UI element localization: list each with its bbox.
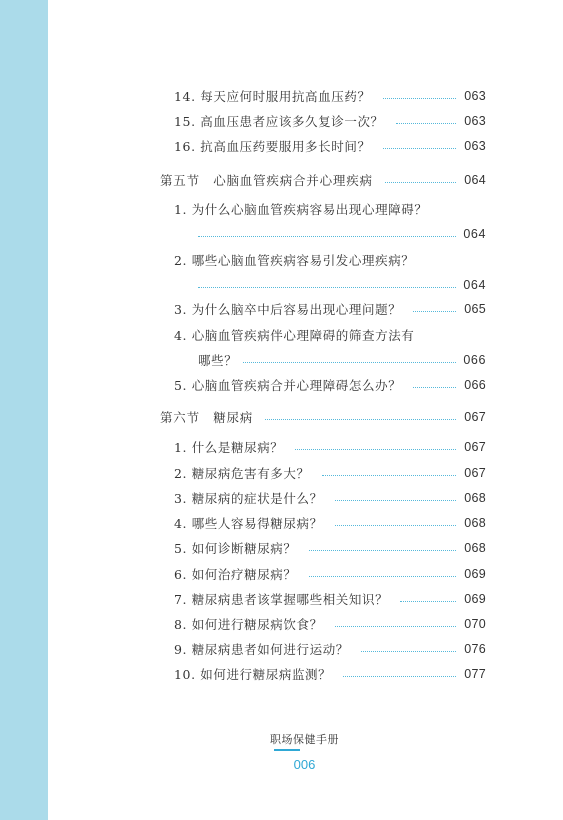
leader-dots: [265, 419, 456, 420]
toc-entry[interactable]: [174, 588, 486, 610]
toc-entry-page: 076: [464, 642, 486, 656]
leader-dots: [335, 500, 456, 501]
toc-entry[interactable]: [174, 638, 486, 660]
toc-entry-page: 064: [463, 227, 486, 241]
toc-entry-page: 068: [464, 541, 486, 555]
toc-entry-title-cont: 哪些？: [198, 353, 238, 368]
toc-entry[interactable]: [174, 537, 486, 559]
toc-section-page: 064: [464, 173, 486, 187]
leader-dots: [413, 387, 456, 388]
toc-entry-page: 077: [464, 667, 486, 681]
toc-section-title: 第五节 心脑血管疾病合并心理疾病: [160, 173, 373, 188]
toc-entry[interactable]: [174, 462, 486, 484]
toc-entry-title: 16. 抗高血压药要服用多长时间？: [174, 139, 371, 154]
leader-dots: [400, 601, 456, 602]
leader-dots: [396, 123, 456, 124]
leader-dots: [295, 449, 456, 450]
toc-entry-title: 4. 哪些人容易得糖尿病？: [174, 516, 323, 531]
leader-dots: [383, 148, 456, 149]
leader-dots: [309, 576, 457, 577]
leader-dots: [198, 287, 456, 288]
toc-section-heading[interactable]: [160, 406, 486, 428]
toc-entry-page: 064: [463, 278, 486, 292]
toc-entry-leader: [198, 223, 486, 245]
toc-entry-page: 069: [464, 567, 486, 581]
toc-entry-title: 5. 如何诊断糖尿病？: [174, 541, 297, 556]
leader-dots: [335, 525, 456, 526]
leader-dots: [343, 676, 456, 677]
leader-dots: [335, 626, 456, 627]
leader-dots: [309, 550, 457, 551]
toc-entry[interactable]: [174, 135, 486, 157]
toc-entry-title: 3. 糖尿病的症状是什么？: [174, 491, 323, 506]
toc-entry-title: 5. 心脑血管疾病合并心理障碍怎么办？: [174, 378, 402, 393]
running-footer-title: 职场保健手册: [270, 733, 339, 746]
leader-dots: [322, 475, 456, 476]
leader-dots: [413, 311, 456, 312]
toc-entry[interactable]: [174, 563, 486, 585]
toc-entry-page: 066: [463, 353, 486, 367]
leader-dots: [243, 362, 456, 363]
toc-entry-page: 065: [464, 302, 486, 316]
toc-entry-page: 063: [464, 89, 486, 103]
page-number: 006: [293, 757, 316, 772]
toc-entry-page: 068: [464, 516, 486, 530]
toc-entry[interactable]: [174, 110, 486, 132]
toc-entry[interactable]: [174, 298, 486, 320]
toc-entry-page: 063: [464, 139, 486, 153]
toc-entry[interactable]: [174, 487, 486, 509]
toc-entry-title[interactable]: 4. 心脑血管疾病伴心理障碍的筛查方法有: [174, 328, 415, 343]
toc-entry[interactable]: [174, 374, 486, 396]
toc-entry-page: 067: [464, 440, 486, 454]
leader-dots: [383, 98, 456, 99]
toc-entry-title: 14. 每天应何时服用抗高血压药？: [174, 89, 371, 104]
toc-entry[interactable]: [174, 436, 486, 458]
toc-entry[interactable]: [174, 85, 486, 107]
toc-entry[interactable]: [174, 663, 486, 685]
leader-dots: [198, 236, 456, 237]
toc-entry-title: 8. 如何进行糖尿病饮食？: [174, 617, 323, 632]
footer-divider: [274, 749, 300, 751]
toc-entry-page: 068: [464, 491, 486, 505]
toc-entry-title[interactable]: 1. 为什么心脑血管疾病容易出现心理障碍？: [174, 202, 428, 217]
toc-entry-page: 070: [464, 617, 486, 631]
toc-entry[interactable]: [174, 512, 486, 534]
toc-entry-title: 3. 为什么脑卒中后容易出现心理问题？: [174, 302, 402, 317]
toc-entry-title: 1. 什么是糖尿病？: [174, 440, 284, 455]
toc-entry-title: 9. 糖尿病患者如何进行运动？: [174, 642, 349, 657]
toc-entry-title: 2. 糖尿病危害有多大？: [174, 466, 310, 481]
toc-entry-title[interactable]: 2. 哪些心脑血管疾病容易引发心理疾病？: [174, 253, 415, 268]
toc-entry-page: 063: [464, 114, 486, 128]
toc-entry[interactable]: [174, 613, 486, 635]
toc-entry-page: 066: [464, 378, 486, 392]
toc-section-page: 067: [464, 410, 486, 424]
toc-entry-title: 10. 如何进行糖尿病监测？: [174, 667, 332, 682]
toc-section-title: 第六节 糖尿病: [160, 410, 254, 425]
toc-entry-page: 069: [464, 592, 486, 606]
leader-dots: [361, 651, 456, 652]
toc-entry-page: 067: [464, 466, 486, 480]
toc-section-heading[interactable]: [160, 169, 486, 191]
toc-entry-title: 7. 糖尿病患者该掌握哪些相关知识？: [174, 592, 389, 607]
toc-entry-title: 15. 高血压患者应该多久复诊一次？: [174, 114, 384, 129]
toc-entry-title: 6. 如何治疗糖尿病？: [174, 567, 297, 582]
toc-entry-continuation: [198, 349, 486, 371]
toc-entry-leader: [198, 274, 486, 296]
leader-dots: [385, 182, 456, 183]
